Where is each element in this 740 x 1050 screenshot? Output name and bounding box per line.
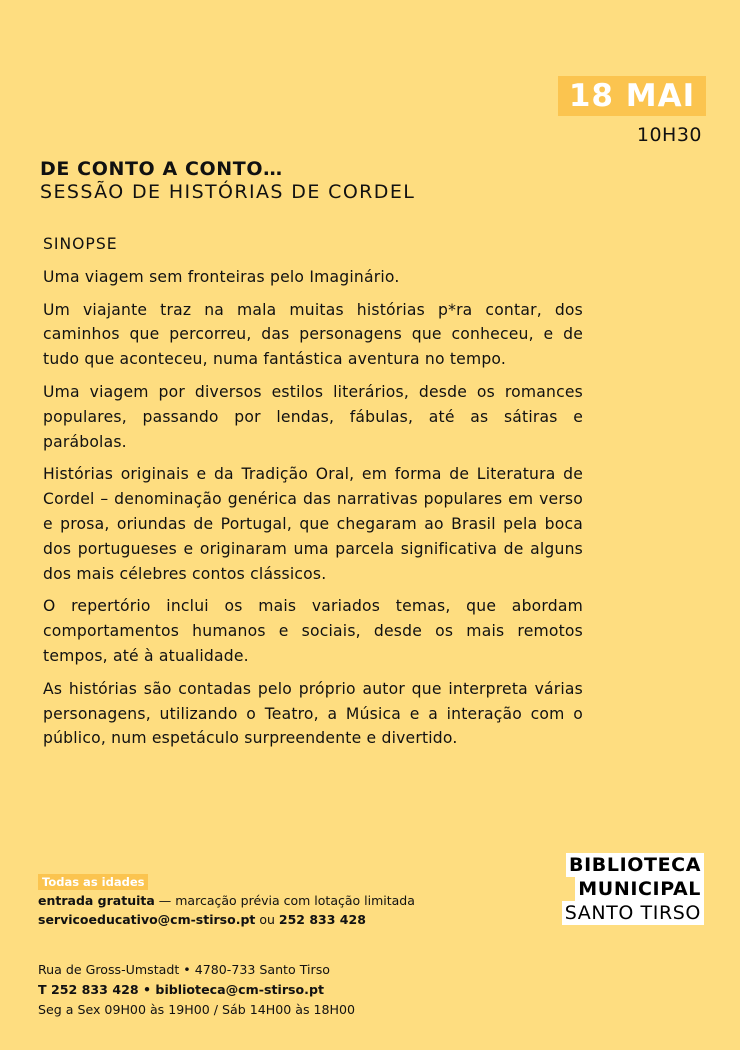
- age-badge: Todas as idades: [38, 874, 148, 890]
- entry-note: — marcação prévia com lotação limitada: [154, 893, 415, 908]
- synopsis-paragraph: O repertório inclui os mais variados temas, que abordam comportamentos humanos e sociais, desde os mais remotos tempos, até à atualidade.: [43, 597, 583, 665]
- booking-email-link[interactable]: servicoeducativo@cm-stirso.pt: [38, 912, 256, 927]
- synopsis-heading: SINOPSE: [43, 235, 118, 253]
- entry-free: entrada gratuita: [38, 893, 155, 908]
- footer: [38, 960, 355, 1020]
- synopsis-paragraph: Uma viagem sem fronteiras pelo Imaginário.: [43, 267, 400, 286]
- synopsis-paragraph: Histórias originais e da Tradição Oral, em forma de Literatura de Cordel – denominação genérica das narrativas populares em verso e prosa, oriundas de Portugal, que chegaram ao Brasil pela boca dos portugueses e originaram uma parcela significativa de alguns dos mais célebres contos clássicos.: [43, 465, 583, 583]
- library-logo: [562, 853, 704, 925]
- booking-line: [38, 910, 415, 929]
- synopsis-paragraph: Uma viagem por diversos estilos literários, desde os romances populares, passando por lendas, fábulas, até as sátiras e parábolas.: [43, 382, 583, 451]
- event-subtitle: SESSÃO DE HISTÓRIAS DE CORDEL: [40, 181, 416, 203]
- event-date-badge: 18 MAI: [558, 76, 706, 116]
- logo-line-2: MUNICIPAL: [575, 877, 704, 901]
- event-title: DE CONTO A CONTO…: [40, 158, 283, 180]
- event-info: [38, 872, 415, 929]
- footer-hours: Seg a Sex 09H00 às 19H00 / Sáb 14H00 às 18H00: [38, 1002, 356, 1017]
- logo-line-3: SANTO TIRSO: [562, 901, 704, 925]
- booking-or: ou: [255, 912, 279, 927]
- logo-line-1: BIBLIOTECA: [566, 853, 704, 877]
- synopsis-paragraph: As histórias são contadas pelo próprio autor que interpreta várias personagens, utilizando o Teatro, a Música e a interação com o público, num espetáculo surpreendente e divertido.: [43, 679, 583, 748]
- event-time: 10H30: [636, 124, 702, 146]
- footer-contact: T 252 833 428 • biblioteca@cm-stirso.pt: [38, 982, 325, 997]
- synopsis: [43, 232, 583, 759]
- event-title-block: [40, 158, 415, 204]
- synopsis-paragraph: Um viajante traz na mala muitas histórias p*ra contar, dos caminhos que percorreu, das personagens que conheceu, e de tudo que aconteceu, numa fantástica aventura no tempo.: [43, 300, 583, 369]
- entry-line: [38, 891, 415, 910]
- booking-phone[interactable]: 252 833 428: [278, 912, 366, 927]
- footer-address: Rua de Gross-Umstadt • 4780-733 Santo Tirso: [38, 962, 330, 977]
